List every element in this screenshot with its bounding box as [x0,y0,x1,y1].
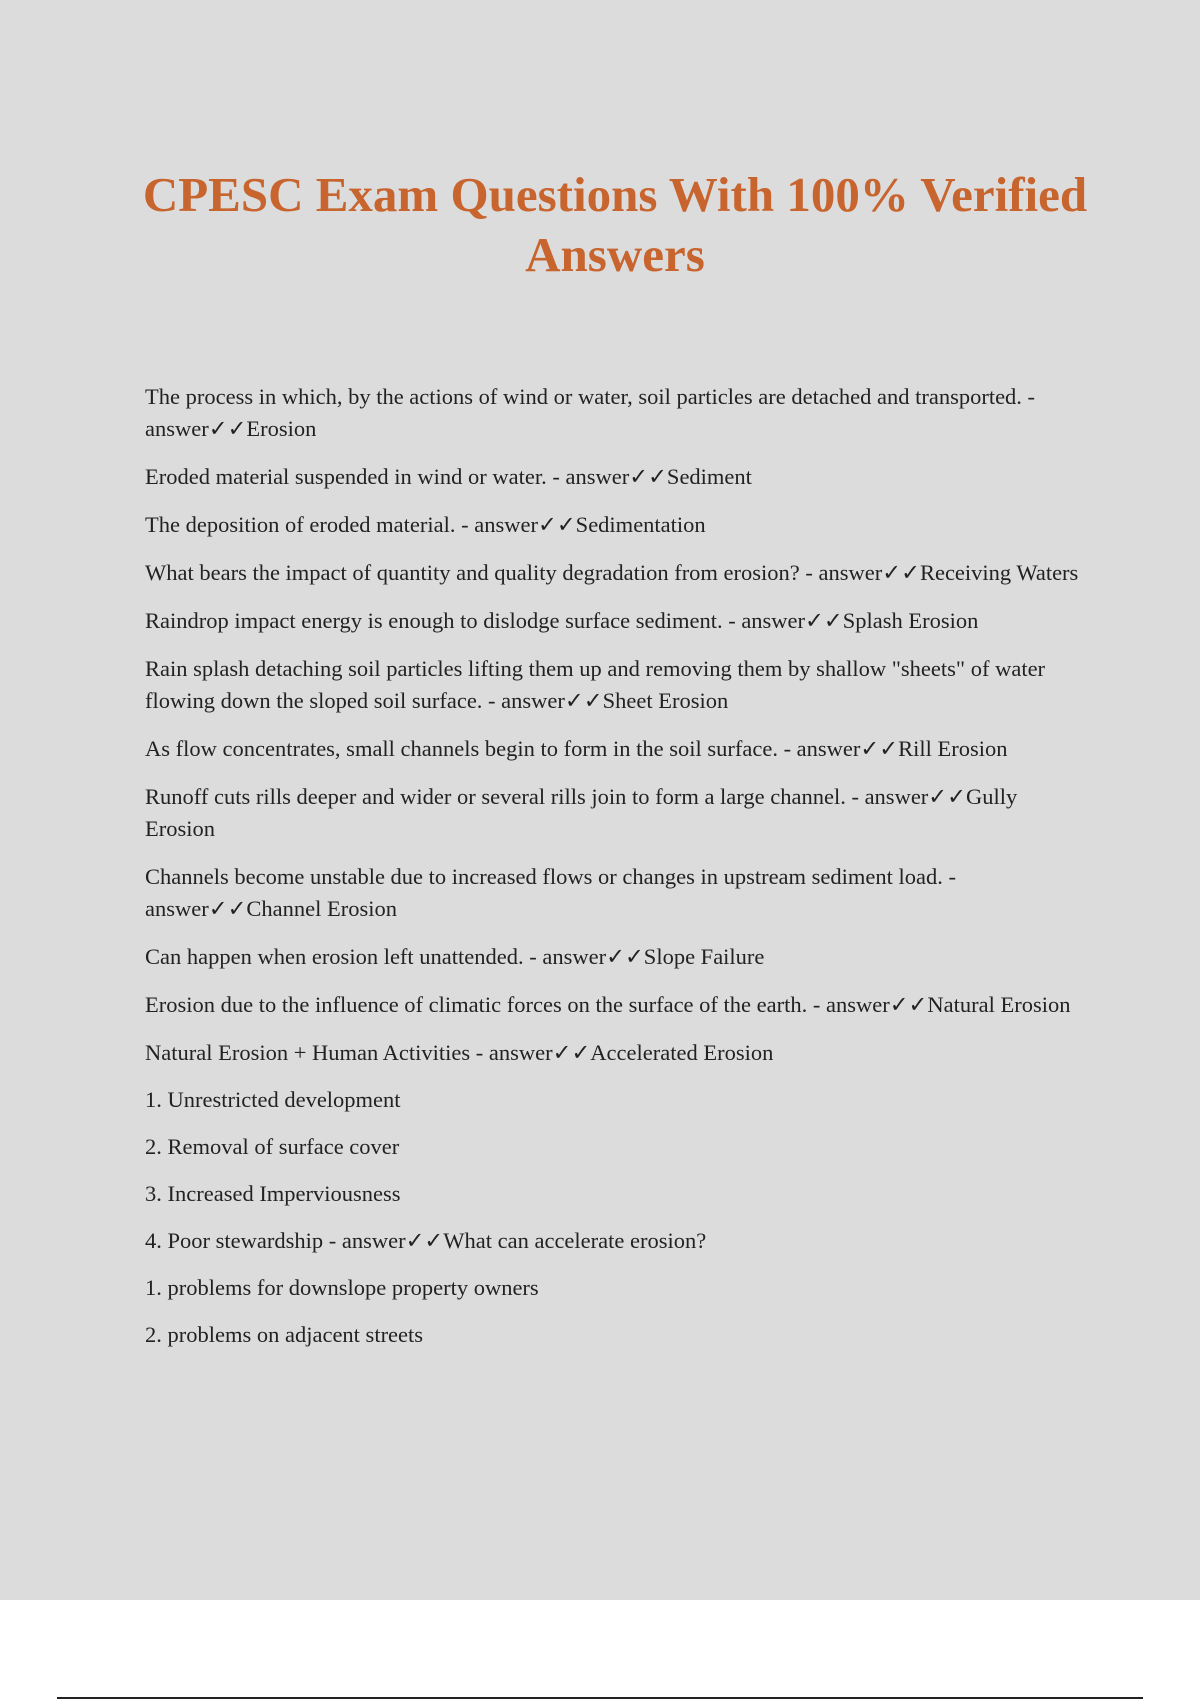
qa-item: The deposition of eroded material. - answer✓✓Sedimentation [145,512,706,537]
qa-item: Channels become unstable due to increased flows or changes in upstream sediment load. - answer✓✓Channel Erosion [145,864,957,921]
qa-list [145,381,1090,1366]
qa-item: What bears the impact of quantity and quality degradation from erosion? - answer✓✓Receiving Waters [145,560,1079,585]
list-item: 2. Removal of surface cover [145,1134,400,1159]
qa-item: Erosion due to the influence of climatic forces on the surface of the earth. - answer✓✓Natural Erosion [145,992,1071,1017]
list-item: 1. Unrestricted development [145,1087,401,1112]
footer-divider [57,1697,1143,1699]
qa-item: Rain splash detaching soil particles lifting them up and removing them by shallow "sheets" of water flowing down the sloped soil surface. - answer✓✓Sheet Erosion [145,656,1046,713]
list-item: 2. problems on adjacent streets [145,1322,424,1347]
qa-item: Eroded material suspended in wind or water. - answer✓✓Sediment [145,464,752,489]
qa-item: Raindrop impact energy is enough to dislodge surface sediment. - answer✓✓Splash Erosion [145,608,979,633]
list-item: 1. problems for downslope property owners [145,1275,539,1300]
list-item: 3. Increased Imperviousness [145,1181,401,1206]
qa-item: The process in which, by the actions of wind or water, soil particles are detached and transported. - answer✓✓Erosion [145,384,1036,441]
document-title: CPESC Exam Questions With 100% Verified Answers [142,167,1088,282]
qa-item: Can happen when erosion left unattended. - answer✓✓Slope Failure [145,944,765,969]
qa-item: 4. Poor stewardship - answer✓✓What can accelerate erosion? [145,1228,707,1253]
qa-item: Runoff cuts rills deeper and wider or several rills join to form a large channel. - answer✓✓Gully Erosion [145,784,1018,841]
qa-item: Natural Erosion + Human Activities - answer✓✓Accelerated Erosion [145,1040,774,1065]
qa-item: As flow concentrates, small channels begin to form in the soil surface. - answer✓✓Rill Erosion [145,736,1008,761]
